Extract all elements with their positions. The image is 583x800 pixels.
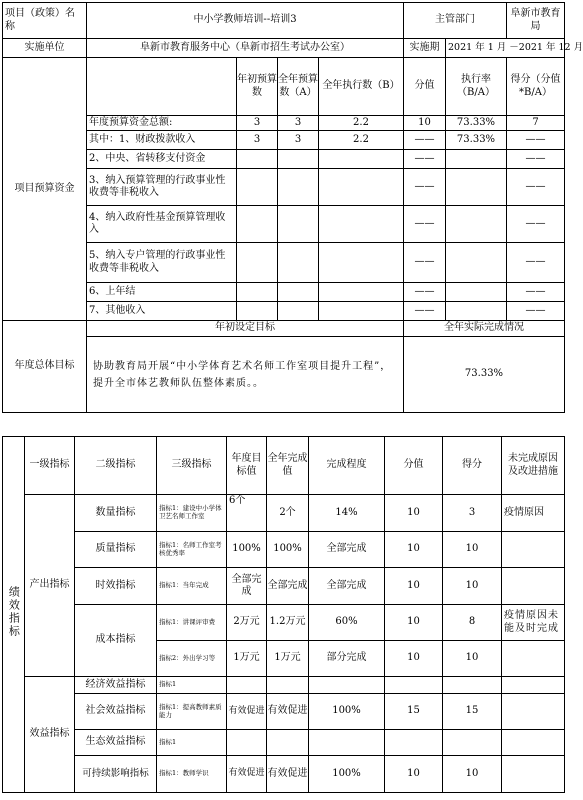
value: 10: [385, 568, 443, 605]
initial: 3: [237, 116, 278, 131]
actual: 2个: [267, 495, 309, 532]
level3: 指标1：提高教师素质能力: [157, 694, 227, 730]
completion: [309, 677, 385, 694]
score-value: ——: [404, 206, 446, 243]
col-score-value: 分值: [404, 58, 446, 116]
annual: [278, 206, 319, 243]
budget-row: [3, 116, 565, 131]
completion: 100%: [309, 694, 385, 730]
performance-section-label: [3, 437, 25, 793]
budget-row: [3, 131, 565, 150]
exec: 2.2: [319, 116, 404, 131]
hdr-annual-actual: 全年完成值: [267, 437, 309, 495]
score: 10: [443, 532, 502, 568]
goals-planned-header: 年初设定目标: [87, 321, 404, 337]
reason: 疫情原因未能及时完成: [502, 605, 565, 641]
level2: 经济效益指标: [75, 677, 157, 694]
annual: [278, 283, 319, 302]
exec: [319, 169, 404, 206]
hdr-score: 得分: [443, 437, 502, 495]
level3: 指标1: [157, 677, 227, 694]
level2: 生态效益指标: [75, 730, 157, 756]
level2: 时效指标: [75, 568, 157, 605]
score: 7: [507, 116, 565, 131]
col-exec: 全年执行数（B）: [319, 58, 404, 116]
annual: [278, 169, 319, 206]
score: ——: [507, 302, 565, 321]
reason: [502, 756, 565, 793]
score: 15: [443, 694, 502, 730]
score: ——: [507, 131, 565, 150]
reason: [502, 568, 565, 605]
actual: 有效促进: [267, 756, 309, 793]
row-label: 2、中央、省转移支付资金: [87, 150, 237, 169]
score-value: 10: [404, 116, 446, 131]
cost-label: 成本指标: [75, 605, 157, 677]
value: 10: [385, 641, 443, 677]
exec: 2.2: [319, 131, 404, 150]
dept-label: 主管部门: [404, 3, 507, 39]
period: 2021 年 1 月 －2021 年 12 月: [446, 39, 565, 58]
target: [227, 677, 267, 694]
goals-planned: 协助教育局开展“中小学体育艺术名师工作室项目提升工程”，提升全市体艺教师队伍整体素质。。: [87, 337, 404, 413]
score: 3: [443, 495, 502, 532]
actual: [267, 730, 309, 756]
score-value: ——: [404, 243, 446, 283]
value: [385, 730, 443, 756]
actual: [267, 677, 309, 694]
value: 10: [385, 532, 443, 568]
actual: 有效促进: [267, 694, 309, 730]
annual: [278, 302, 319, 321]
initial: 3: [237, 131, 278, 150]
col-initial: 年初预算数: [237, 58, 278, 116]
level3: 指标2：外出学习等: [157, 641, 227, 677]
initial: [237, 243, 278, 283]
row-label: 其中：1、财政拨款收入: [87, 131, 237, 150]
benefit-label: 效益指标: [25, 677, 75, 793]
project-name: 中小学教师培训--培训3: [87, 3, 404, 39]
hdr-value: 分值: [385, 437, 443, 495]
annual: [278, 150, 319, 169]
exec: [319, 150, 404, 169]
score-value: ——: [404, 169, 446, 206]
value: [385, 677, 443, 694]
actual: 100%: [267, 532, 309, 568]
reason: [502, 730, 565, 756]
level3: 指标1：当年完成: [157, 568, 227, 605]
rate: [446, 283, 507, 302]
table-row: [3, 730, 565, 756]
score-value: ——: [404, 150, 446, 169]
goals-actual: 73.33%: [404, 337, 565, 413]
completion: 部分完成: [309, 641, 385, 677]
performance-section-text: 绩效指标: [7, 586, 21, 639]
level3: 指标1：名师工作室考核优秀率: [157, 532, 227, 568]
project-name-label: 项目（政策）名称: [3, 3, 87, 39]
score: [443, 730, 502, 756]
actual: 1.2万元: [267, 605, 309, 641]
level3: 指标1：讲课评审费: [157, 605, 227, 641]
exec: [319, 243, 404, 283]
table-row: [3, 756, 565, 793]
score: ——: [507, 283, 565, 302]
initial: [237, 150, 278, 169]
initial: [237, 169, 278, 206]
row-label: 6、上年结: [87, 283, 237, 302]
table-row: [3, 605, 565, 641]
table-row: [3, 532, 565, 568]
score: ——: [507, 150, 565, 169]
target: 2万元: [227, 605, 267, 641]
dept: 阜新市教育局: [507, 3, 565, 39]
score: [443, 677, 502, 694]
goals-section-label: 年度总体目标: [3, 321, 87, 413]
table-row: [3, 568, 565, 605]
score: 10: [443, 568, 502, 605]
level2: 社会效益指标: [75, 694, 157, 730]
score: ——: [507, 206, 565, 243]
target: [227, 730, 267, 756]
budget-header-blank: [87, 58, 237, 116]
level2: 可持续影响指标: [75, 756, 157, 793]
rate: [446, 206, 507, 243]
col-score: 得分（分值*B/A）: [507, 58, 565, 116]
table-row: [3, 495, 565, 532]
annual: [278, 243, 319, 283]
budget-table: [2, 2, 583, 413]
score: ——: [507, 243, 565, 283]
rate: 73.33%: [446, 116, 507, 131]
value: 15: [385, 694, 443, 730]
exec: [319, 206, 404, 243]
row-label: 5、纳入专户管理的行政事业性收费等非税收入: [87, 243, 237, 283]
target: 6个: [227, 495, 267, 532]
initial: [237, 206, 278, 243]
hdr-level3: 三级指标: [157, 437, 227, 495]
score: 8: [443, 605, 502, 641]
row-label: 年度预算资金总额:: [87, 116, 237, 131]
impl-unit: 阜新市教育服务中心（阜新市招生考试办公室）: [87, 39, 404, 58]
budget-row: [3, 169, 565, 206]
table-row: [3, 694, 565, 730]
actual: 1万元: [267, 641, 309, 677]
initial: [237, 302, 278, 321]
value: 10: [385, 605, 443, 641]
annual: 3: [278, 116, 319, 131]
budget-row: [3, 302, 565, 321]
hdr-completion: 完成程度: [309, 437, 385, 495]
completion: 全部完成: [309, 532, 385, 568]
hdr-annual-target: 年度目标值: [227, 437, 267, 495]
target: 有效促进: [227, 756, 267, 793]
budget-section-label: 项目预算资金: [3, 58, 87, 321]
completion: 全部完成: [309, 568, 385, 605]
exec: [319, 283, 404, 302]
table-row: [3, 677, 565, 694]
reason: [502, 694, 565, 730]
period-label: 实施期: [404, 39, 446, 58]
budget-row: [3, 283, 565, 302]
row-label: 4、纳入政府性基金预算管理收入: [87, 206, 237, 243]
level3: 指标1：教师学识: [157, 756, 227, 793]
reason: 疫情原因: [502, 495, 565, 532]
rate: [446, 243, 507, 283]
impl-unit-label: 实施单位: [3, 39, 87, 58]
rate: [446, 302, 507, 321]
col-rate: 执行率（B/A）: [446, 58, 507, 116]
hdr-level1: 一级指标: [25, 437, 75, 495]
score-value: ——: [404, 283, 446, 302]
target: 100%: [227, 532, 267, 568]
level2: 质量指标: [75, 532, 157, 568]
exec: [319, 302, 404, 321]
completion: 100%: [309, 756, 385, 793]
completion: 60%: [309, 605, 385, 641]
score-value: ——: [404, 131, 446, 150]
reason: [502, 677, 565, 694]
score: 10: [443, 756, 502, 793]
hdr-level2: 二级指标: [75, 437, 157, 495]
reason: [502, 641, 565, 677]
budget-row: [3, 206, 565, 243]
score-value: ——: [404, 302, 446, 321]
initial: [237, 283, 278, 302]
value: 10: [385, 756, 443, 793]
reason: [502, 532, 565, 568]
value: 10: [385, 495, 443, 532]
budget-row: [3, 243, 565, 283]
performance-table: [2, 436, 565, 793]
actual: 全部完成: [267, 568, 309, 605]
score: 10: [443, 641, 502, 677]
budget-row: [3, 150, 565, 169]
row-label: 7、其他收入: [87, 302, 237, 321]
rate: [446, 150, 507, 169]
rate: [446, 169, 507, 206]
goals-actual-header: 全年实际完成情况: [404, 321, 565, 337]
level3: 指标1: [157, 730, 227, 756]
col-annual: 全年预算数（A）: [278, 58, 319, 116]
target: 1万元: [227, 641, 267, 677]
rate: 73.33%: [446, 131, 507, 150]
annual: 3: [278, 131, 319, 150]
level2: 数量指标: [75, 495, 157, 532]
completion: [309, 730, 385, 756]
target: 全部完成: [227, 568, 267, 605]
target: 有效促进: [227, 694, 267, 730]
completion: 14%: [309, 495, 385, 532]
score: ——: [507, 169, 565, 206]
output-label: 产出指标: [25, 495, 75, 677]
level3: 指标1：建设中小学体卫艺名师工作室: [157, 495, 227, 532]
row-label: 3、纳入预算管理的行政事业性收费等非税收入: [87, 169, 237, 206]
hdr-reason: 未完成原因及改进措施: [502, 437, 565, 495]
